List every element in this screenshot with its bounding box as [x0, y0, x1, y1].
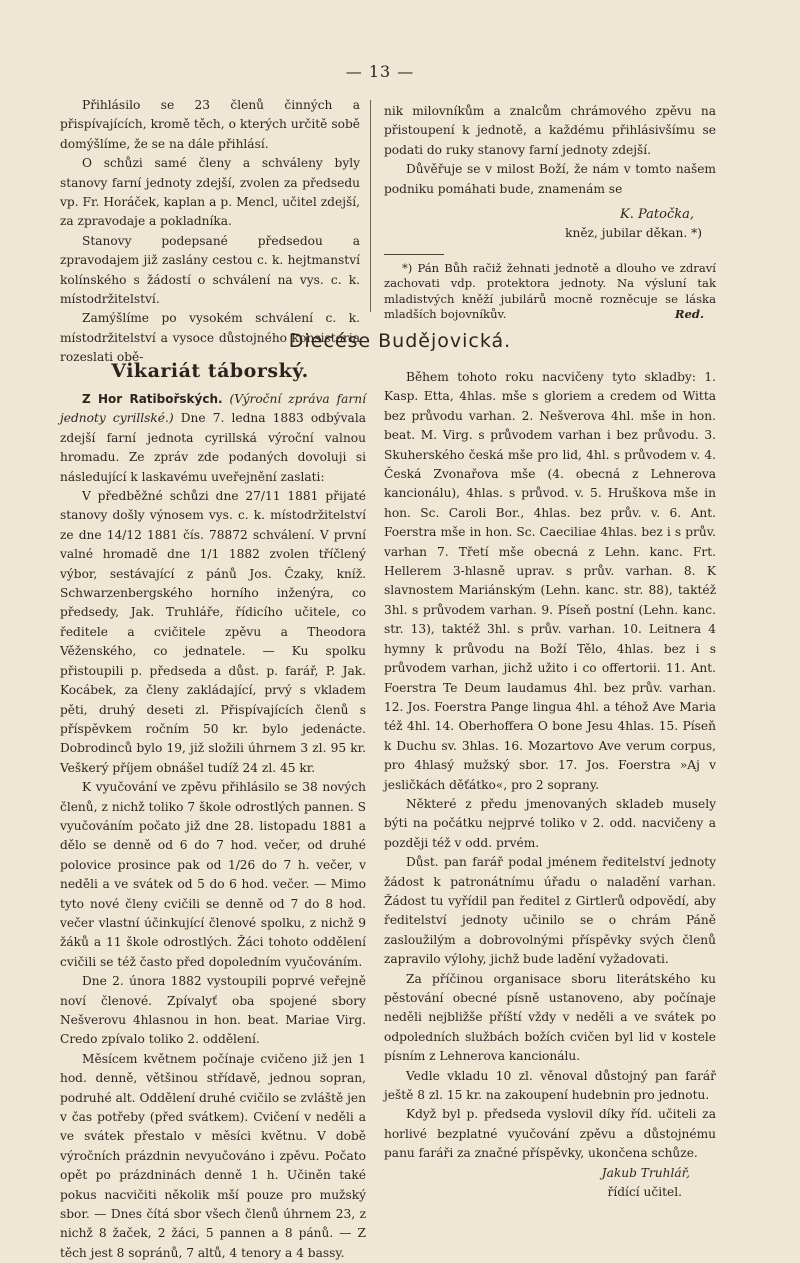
paragraph: Během tohoto roku nacvičeny tyto skladby: 1. Kasp. Etta, 4hlas. mše s gloriem a credem od Witta bez průvodu varhan. 2. Nešverova 4hl. mše in hon. beat. M. Virg. s průvodem varhan i bez průvodu. 3. Skuherského česká mše pro lid, 4hl. s průvodem v. 4. Česká Zvonařova mše (4. obecná z Lehnerova kancionálu), 4hlas. s průvod. v. 5. Hruškova mše in hon. Sc. Caroli Bor., 4hlas. bez prův. v. 6. Ant. Foerstra mše in hon. Sc. Caeciliae 4hlas. bez i s prův. varhan 7. Třetí mše obecná z Lehn. kanc. Frt. Hellerem 3-hlasně uprav. s prův. varhan. 8. K slavnostem Mariánským (Lehn. kanc. str. 88), taktéž 3hl. s průvodem varhan. 9. Píseň postní (Lehn. kanc. str. 13), taktéž 3hl. s prův. varhan. 10. Leitnera 4 hymny k průvodu na Boží Tělo, 4hlas. bez i s průvodem varhan, jichž užito i co offertorii. 11. Ant. Foerstra Te Deum laudamus 4hl. bez prův. varhan. 12. Jos. Foerstra Pange lingua 4hl. a téhož Ave Maria též 4hl. 14. Oberhoffera O bone Jesu 4hlas. 15. Píseň k Duchu sv. 3hlas. 16. Mozartovo Ave verum corpus, pro 4hlasý mužský sbor. 17. Jos. Foerstra »Aj v jesličkách děťátko«, pro 2 soprany. [384, 370, 716, 792]
top-right-column [384, 102, 716, 323]
paragraph: Přihlásilo se 23 členů činných a přispívajících, kromě těch, o kterých určitě sobě domýšlíme, že se na dále přihlásí. [60, 98, 360, 151]
footnote-divider [384, 254, 444, 255]
top-left-column [60, 96, 360, 368]
mid-left-column [60, 390, 366, 1263]
sub-title: Vikariát táborský. [111, 360, 309, 382]
paragraph: Když byl p. předseda vyslovil díky říd. učiteli za horlivé bezplatné vyučování zpěvu a důstojnému panu faráři za značné příspěvky, ukončena schůze. [384, 1107, 716, 1161]
paragraph: Některé z předu jmenovaných skladeb musely býti na počátku nejprvé toliko v 2. odd. nacvičeny a později též v odd. prvém. [384, 796, 716, 850]
paragraph: Dne 2. února 1882 vystoupili poprvé veřejně noví členové. Zpívalyť oba spojené sbory Nešverovu 4hlasnou in hon. beat. Mariae Virg. Credo zpívalo toliko 2. oddělení. [60, 974, 366, 1047]
paragraph: Zamýšlíme po vysokém schválení c. k. místodržitelství a vysoce důstojného konsistoria rozeslati obě- [60, 311, 360, 365]
paragraph: Za příčinou organisace sboru literátského ku pěstování obecné písně ustanoveno, aby počínaje neděli nejbližše příští vždy v neděli a ve svátek po odpoledních službách božích cvičen byl lid v kostele písním z Lehnerova kancionálu. [384, 971, 716, 1064]
parish-name: Z Hor Ratibořských. [82, 392, 223, 406]
footnote-signature: Red. [674, 307, 704, 322]
mid-right-column [384, 368, 716, 1202]
paragraph: Vedle vkladu 10 zl. věnoval důstojný pan farář ještě 8 zl. 15 kr. na zakoupení hudebnin pro jednotu. [384, 1068, 716, 1103]
footnote [384, 261, 716, 323]
report-subtitle: (Výroční zpráva farní jednoty cyrillské.) [60, 392, 366, 426]
paragraph: K vyučování ve zpěvu přihlásilo se 38 nových členů, z nichž toliko 7 škole odrostlých pannen. S vyučováním počato již dne 28. listopadu 1881 a dělo se denně od 6 do 7 hod. večer, od druhé polovice prosince pak od 1/26 do 7 h. večer, v neděli a ve svátek od 5 do 6 hod. večer. — Mimo tyto nové členy cvičili se denně od 7 do 8 hod. večer vlastní účinkující členové spolku, z nichž 9 žáků a 11 škole odrostlých. Žáci tohoto oddělení cvičili se též často před dopoledním vyučováním. [60, 780, 366, 969]
paragraph: V předběžné schůzi dne 27/11 1881 přijaté stanovy došly výnosem vys. c. k. místodržitelství ze dne 14/12 1881 čís. 78872 schválení. V první valné hromadě dne 1/1 1882 zvolen tříčlený výbor, sestávající z pánů Jos. Čzaky, kníž. Schwarzenbergského horního inženýra, co předsedy, Jak. Truhláře, řídicího učitele, co ředitele a cvičitele zpěvu a Theodora Věženského, co jednatele. — Ku spolku přistoupili p. předseda a důst. p. farář, P. Jak. Kocábek, za členy zakládající, prvý s vkladem pěti, druhý deseti zl. Přispívajících členů s příspěvkem ročním 50 kr. bylo jedenácte. Dobrodinců bylo 19, již složili úhrnem 3 zl. 95 kr. Veškerý příjem obnášel tudíž 24 zl. 45 kr. [60, 489, 366, 775]
report-intro [60, 390, 366, 487]
intro-text: Dne 7. ledna 1883 odbývala zdejší farní jednota cyrillská výroční valnou hromadu. Ze zpráv zde podaných dovoluji si následující k laskavému uveřejnění zaslati: [60, 411, 366, 484]
column-divider [370, 100, 371, 312]
signature-title: kněz, jubilar děkan. *) [565, 226, 702, 241]
paragraph: Důst. pan farář podal jménem ředitelství jednoty žádost k patronátnímu úřadu o naladění varhan. Žádost tu vyřídil pan ředitel z Girtlerů odpovědí, aby ředitelství jednoty učinilo se o chrám Páně zasloužilým a dobrovolnými příspěvky svých členů zapravilo výlohy, jichž bude ladění vyžadovati. [384, 855, 716, 967]
page-number: — 13 — [345, 62, 415, 81]
paragraph: Stanovy podepsané předsedou a zpravodajem již zaslány cestou c. k. hejtmanství kolínského s žádostí o schválení na vys. c. k. místodržitelství. [60, 233, 360, 307]
section-title: Diecése Budějovická. [288, 330, 512, 352]
signature-title: řídící učitel. [607, 1185, 682, 1200]
signature-name: Jakub Truhlář, [601, 1165, 690, 1180]
paragraph: Měsícem květnem počínaje cvičeno již jen 1 hod. denně, většinou střídavě, jednou sopran, podruhé alt. Oddělení druhé cvičilo se zvláště jen v čas potřeby (před svátkem). Cvičení v neděli a ve svátek přestalo v měsíci květnu. V době výročních prázdnin nevyučováno i zpěvu. Počato opět po prázdninách denně 1 h. Učiněn také pokus nacvičiti několik mší pouze pro mužský sbor. — Dnes čítá sbor všech členů úhrnem 23, z nichž 8 žaček, 2 žáci, 5 pannen a 8 pánů. — Z těch jest 8 sopránů, 7 altů, 4 tenory a 4 bassy. [60, 1051, 366, 1260]
paragraph: nik milovníkům a znalcům chrámového zpěvu na přistoupení k jednotě, a každému přihlásivšímu se podati do ruky stanovy farní jednoty zdejší. [384, 104, 716, 157]
paragraph: O schůzi samé členy a schváleny byly stanovy farní jednoty zdejší, zvolen za předsedu vp. Fr. Horáček, kaplan a p. Mencl, učitel zdejší, za zpravodaje a pokladníka. [60, 156, 360, 229]
footnote-text: *) Pán Bůh račiž žehnati jednotě a dlouho ve zdraví zachovati vdp. protektora jednoty. Na výsluní tak mladistvých kněží jubilárů mocně rozněcuje se láska mladších bojovníkův. [384, 260, 716, 322]
signature-name: K. Patočka, [620, 207, 694, 223]
paragraph: Důvěřuje se v milost Boží, že nám v tomto našem podniku pomáhati bude, znamenám se [384, 162, 716, 196]
